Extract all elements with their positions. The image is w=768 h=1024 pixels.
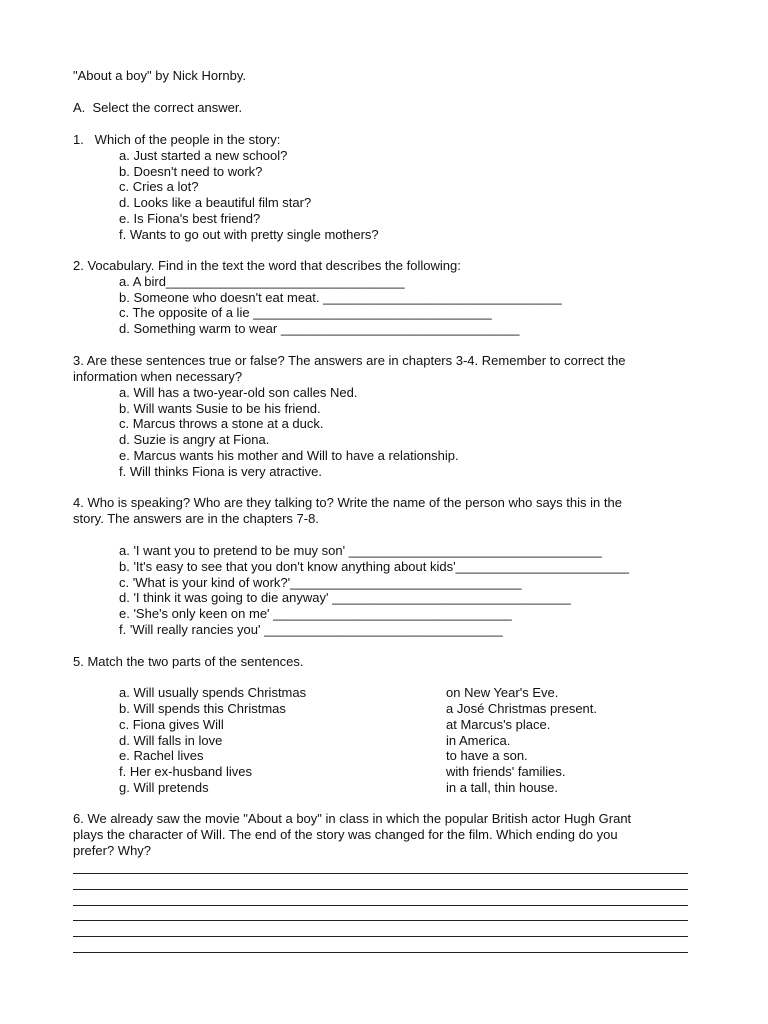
section-a-heading: A. Select the correct answer. (73, 100, 243, 115)
q6-answer-line[interactable] (73, 952, 688, 953)
q5-left-c: c. Fiona gives Will (119, 717, 224, 732)
q5-right-7: in a tall, thin house. (446, 780, 559, 795)
q5-right-2: a José Christmas present. (446, 701, 598, 716)
q4-question-line-2: story. The answers are in the chapters 7-8. (73, 511, 319, 526)
q1-option-b: b. Doesn't need to work? (119, 164, 263, 179)
q6-answer-line[interactable] (73, 889, 688, 890)
q6-answer-line[interactable] (73, 936, 688, 937)
q4-item-d: d. 'I think it was going to die anyway' _________________________________ (119, 590, 571, 605)
q5-left-g: g. Will pretends (119, 780, 209, 795)
q5-right-1: on New Year's Eve. (446, 685, 559, 700)
q3-question-line-2: information when necessary? (73, 369, 243, 384)
q4-item-c: c. 'What is your kind of work?'________________________________ (119, 575, 522, 590)
q1-option-f: f. Wants to go out with pretty single mothers? (119, 227, 379, 242)
q5-right-4: in America. (446, 733, 511, 748)
q2-item-c: c. The opposite of a lie _________________________________ (119, 305, 492, 320)
q5-right-3: at Marcus's place. (446, 717, 551, 732)
q5-right-6: with friends' families. (446, 764, 566, 779)
q1-option-e: e. Is Fiona's best friend? (119, 211, 261, 226)
q3-item-b: b. Will wants Susie to be his friend. (119, 401, 321, 416)
q4-item-f: f. 'Will really rancies you' _________________________________ (119, 622, 503, 637)
q2-item-d: d. Something warm to wear _________________________________ (119, 321, 520, 336)
q3-item-a: a. Will has a two-year-old son calles Ned. (119, 385, 358, 400)
q4-item-b: b. 'It's easy to see that you don't know anything about kids'________________________ (119, 559, 630, 574)
q4-item-e: e. 'She's only keen on me' _________________________________ (119, 606, 512, 621)
q1-option-c: c. Cries a lot? (119, 179, 199, 194)
q6-answer-line[interactable] (73, 920, 688, 921)
q1-option-d: d. Looks like a beautiful film star? (119, 195, 312, 210)
q3-item-c: c. Marcus throws a stone at a duck. (119, 416, 324, 431)
q6-question-line-1: 6. We already saw the movie "About a boy" in class in which the popular British actor Hugh Grant (73, 811, 632, 826)
q1-question: 1. Which of the people in the story: (73, 132, 281, 147)
q6-question-line-2: plays the character of Will. The end of the story was changed for the film. Which ending do you (73, 827, 618, 842)
q5-question: 5. Match the two parts of the sentences. (73, 654, 304, 669)
q1-option-a: a. Just started a new school? (119, 148, 288, 163)
q3-question-line-1: 3. Are these sentences true or false? The answers are in chapters 3-4. Remember to correct the (73, 353, 626, 368)
q2-question: 2. Vocabulary. Find in the text the word that describes the following: (73, 258, 461, 273)
q2-item-b: b. Someone who doesn't eat meat. _________________________________ (119, 290, 562, 305)
q5-right-5: to have a son. (446, 748, 528, 763)
q2-item-a: a. A bird_________________________________ (119, 274, 405, 289)
q3-item-d: d. Suzie is angry at Fiona. (119, 432, 270, 447)
q4-question-line-1: 4. Who is speaking? Who are they talking to? Write the name of the person who says this in the (73, 495, 622, 510)
q6-question-line-3: prefer? Why? (73, 843, 152, 858)
q3-item-e: e. Marcus wants his mother and Will to have a relationship. (119, 448, 459, 463)
q5-left-b: b. Will spends this Christmas (119, 701, 286, 716)
q4-item-a: a. 'I want you to pretend to be muy son' ___________________________________ (119, 543, 602, 558)
q5-left-f: f. Her ex-husband lives (119, 764, 252, 779)
q5-left-d: d. Will falls in love (119, 733, 223, 748)
q5-left-a: a. Will usually spends Christmas (119, 685, 307, 700)
q3-item-f: f. Will thinks Fiona is very atractive. (119, 464, 322, 479)
q6-answer-line[interactable] (73, 873, 688, 874)
q5-left-e: e. Rachel lives (119, 748, 204, 763)
q6-answer-line[interactable] (73, 905, 688, 906)
worksheet-title: "About a boy" by Nick Hornby. (73, 68, 247, 83)
